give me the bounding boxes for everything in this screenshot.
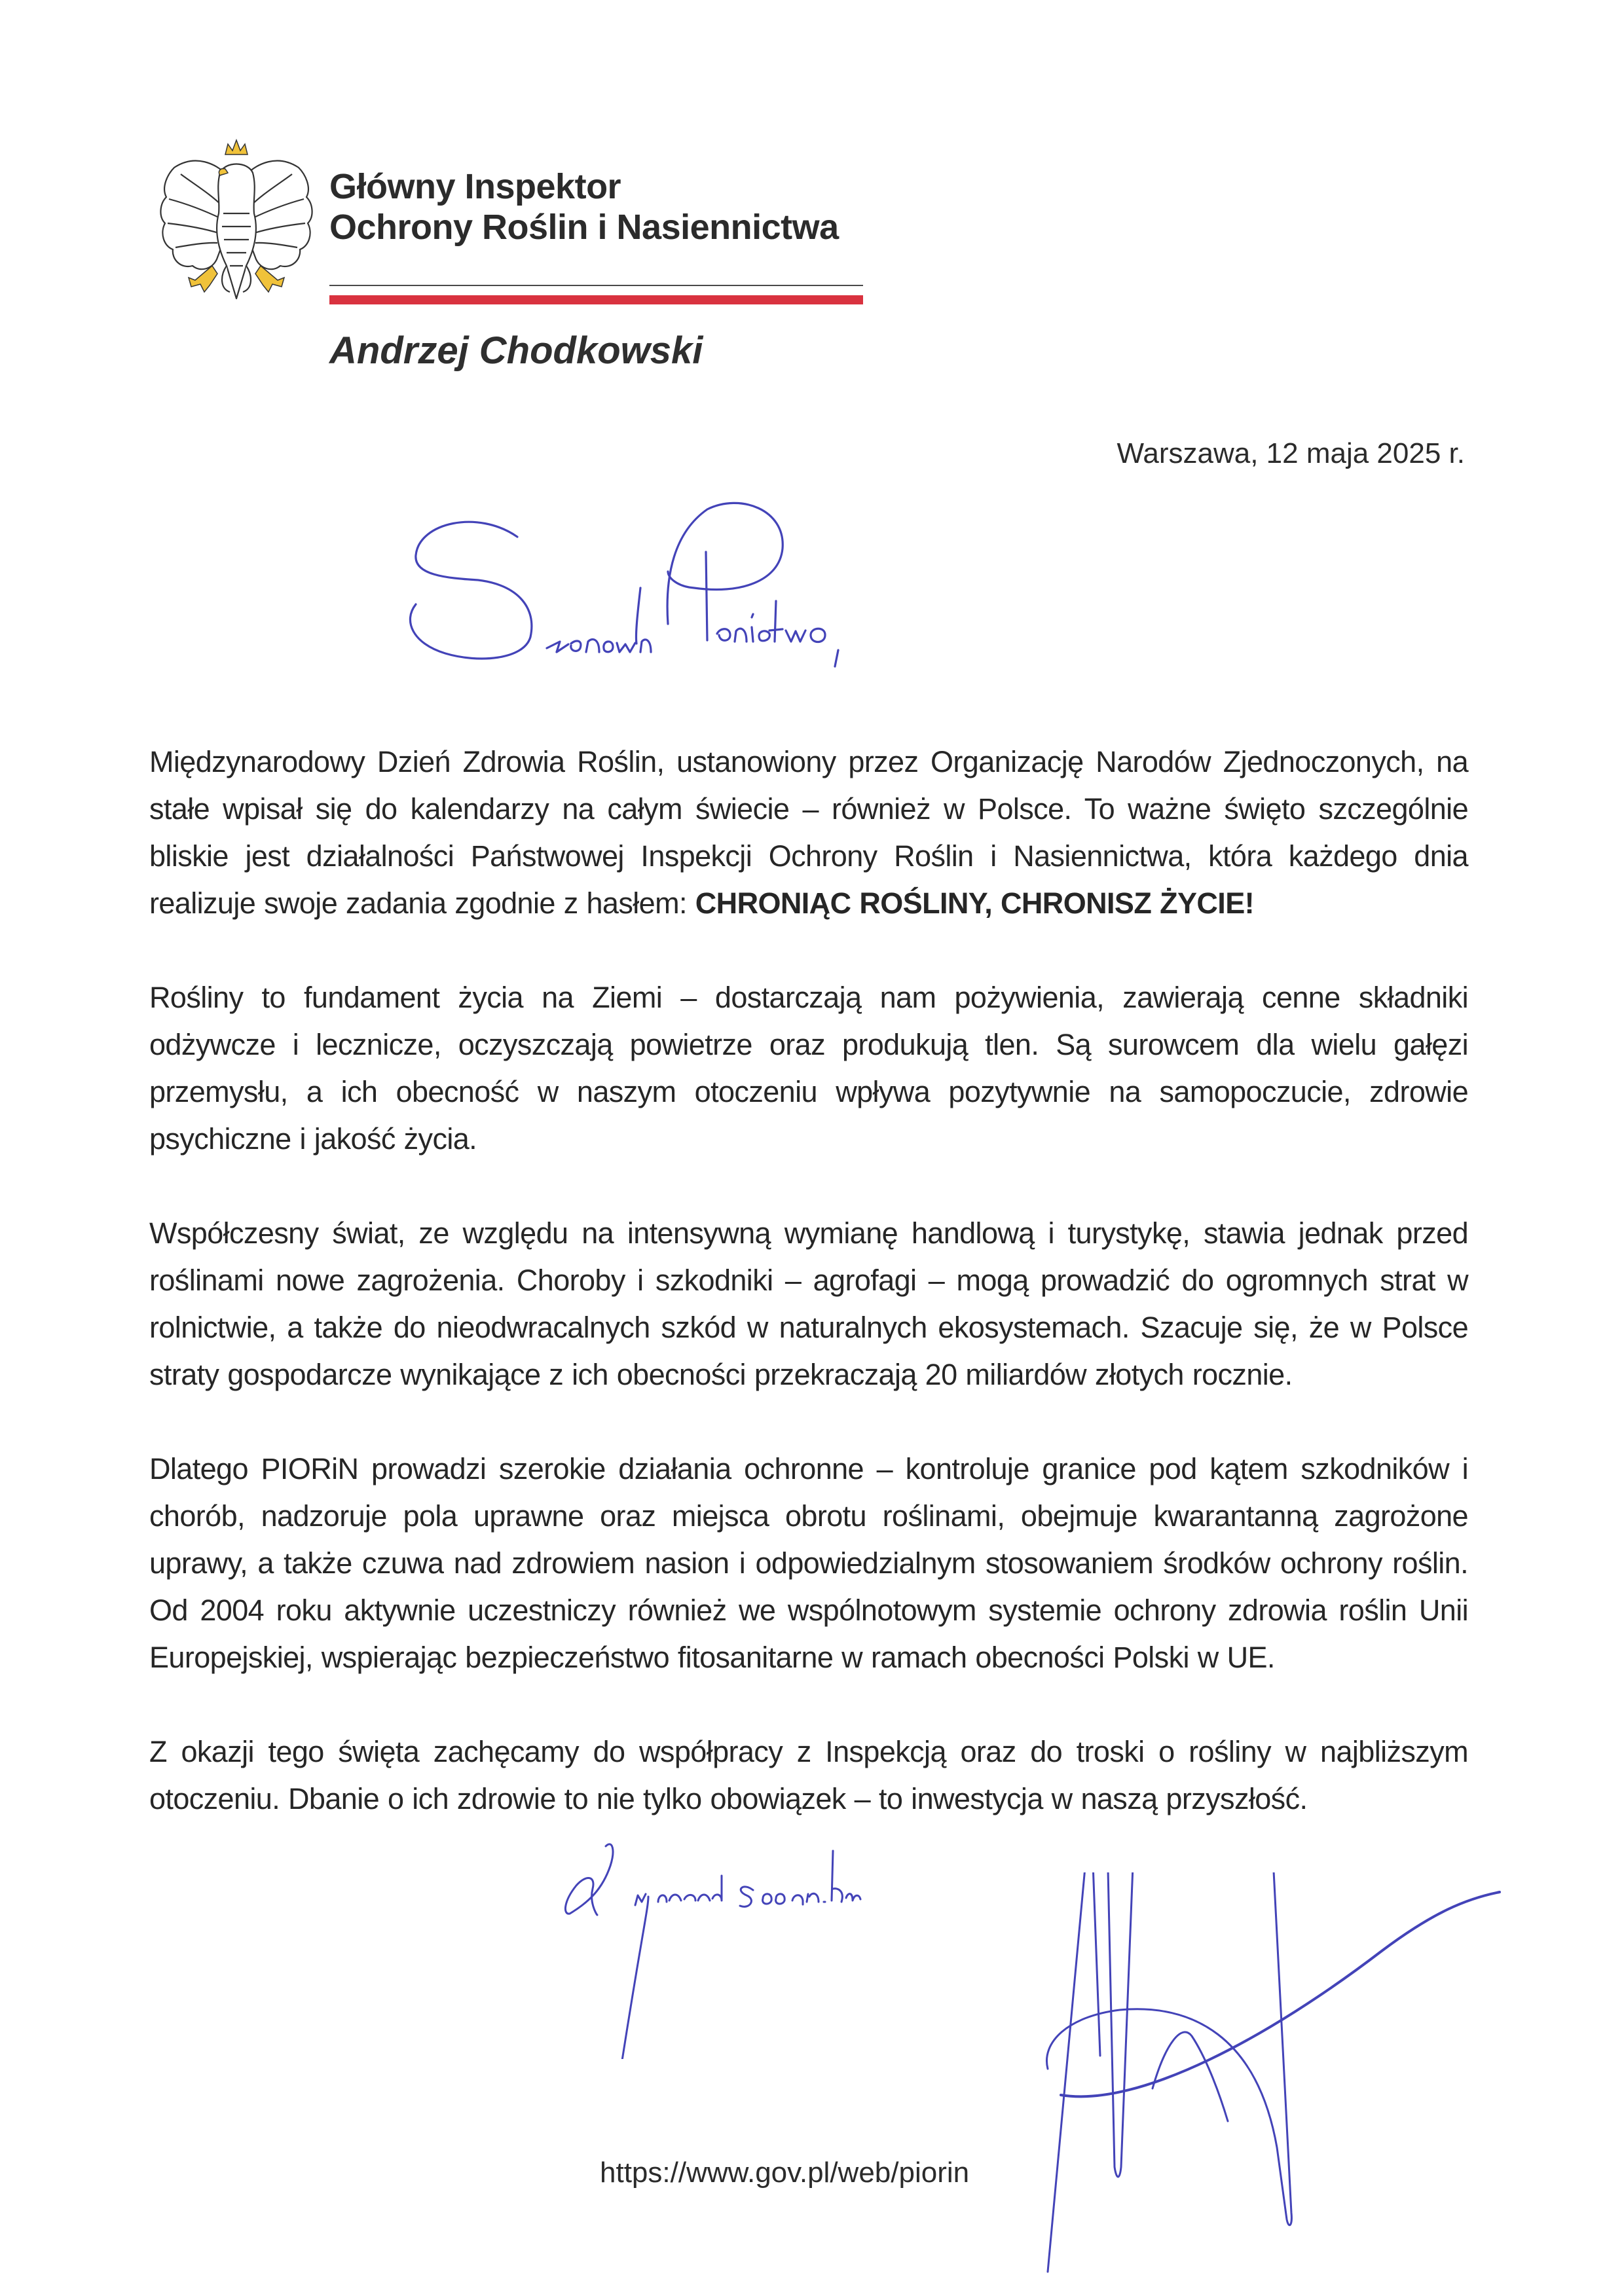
place-date: Warszawa, 12 maja 2025 r. xyxy=(1116,437,1465,469)
official-name: Andrzej Chodkowski xyxy=(329,329,703,372)
handwritten-signature xyxy=(1041,1872,1539,2291)
institution-name-line-1: Główny Inspektor xyxy=(329,167,621,206)
white-eagle-emblem-icon xyxy=(155,135,318,308)
paragraph-1 xyxy=(149,738,1468,927)
handwritten-salutation xyxy=(399,496,1133,686)
paragraph-2: Rośliny to fundament życia na Ziemi – dostarczają nam pożywienia, zawierają cenne składniki odżywcze i lecznicze, oczyszczają powietrze oraz produkują tlen. Są surowcem dla wielu gałęzi przemysłu, a ich obecność w naszym otoczeniu wpływa pozytywnie na samopoczucie, zdrowie psychiczne i jakość życia. xyxy=(149,981,1468,1156)
paragraph-1-text: Międzynarodowy Dzień Zdrowia Roślin, ustanowiony przez Organizację Narodów Zjednoczonych, na stałe wpisał się do kalendarzy na całym świecie – również w Polsce. To ważne święto szczególnie bliskie jest działalności Państwowej Inspekcji Ochrony Roślin i Nasiennictwa, która każdego dnia realizuje swoje zadania zgodnie z hasłem: xyxy=(149,745,1468,920)
header-divider-red xyxy=(329,295,863,304)
paragraph-3: Współczesny świat, ze względu na intensywną wymianę handlową i turystykę, stawia jednak przed roślinami nowe zagrożenia. Choroby i szkodniki – agrofagi – mogą prowadzić do ogromnych strat w rolnictwie, a także do nieodwracalnych szkód w naturalnych ekosystemach. Szacuje się, że w Polsce straty gospodarcze wynikające z ich obecności przekraczają 20 miliardów złotych rocznie. xyxy=(149,1216,1468,1391)
footer-url[interactable]: https://www.gov.pl/web/piorin xyxy=(600,2157,970,2189)
letter-body xyxy=(149,738,1468,1870)
paragraph-4: Dlatego PIORiN prowadzi szerokie działania ochronne – kontroluje granice pod kątem szkodników i chorób, nadzoruje pola uprawne oraz miejsca obrotu roślinami, obejmuje kwarantanną zagrożone uprawy, a także czuwa nad zdrowiem nasion i odpowiedzialnym stosowaniem środków ochrony roślin. Od 2004 roku aktywnie uczestniczy również we wspólnotowym systemie ochrony zdrowia roślin Unii Europejskiej, wspierając bezpieczeństwo fitosanitarne w ramach obecności Polski w UE. xyxy=(149,1452,1468,1674)
paragraph-5: Z okazji tego święta zachęcamy do współpracy z Inspekcją oraz do troski o rośliny w najbliższym otoczeniu. Dbanie o ich zdrowie to nie tylko obowiązek – to inwestycja w naszą przyszłość. xyxy=(149,1735,1468,1815)
motto: CHRONIĄC ROŚLINY, CHRONISZ ŻYCIE! xyxy=(695,886,1255,920)
header-divider-grey xyxy=(329,285,863,286)
institution-name-line-2: Ochrony Roślin i Nasiennictwa xyxy=(329,208,839,247)
